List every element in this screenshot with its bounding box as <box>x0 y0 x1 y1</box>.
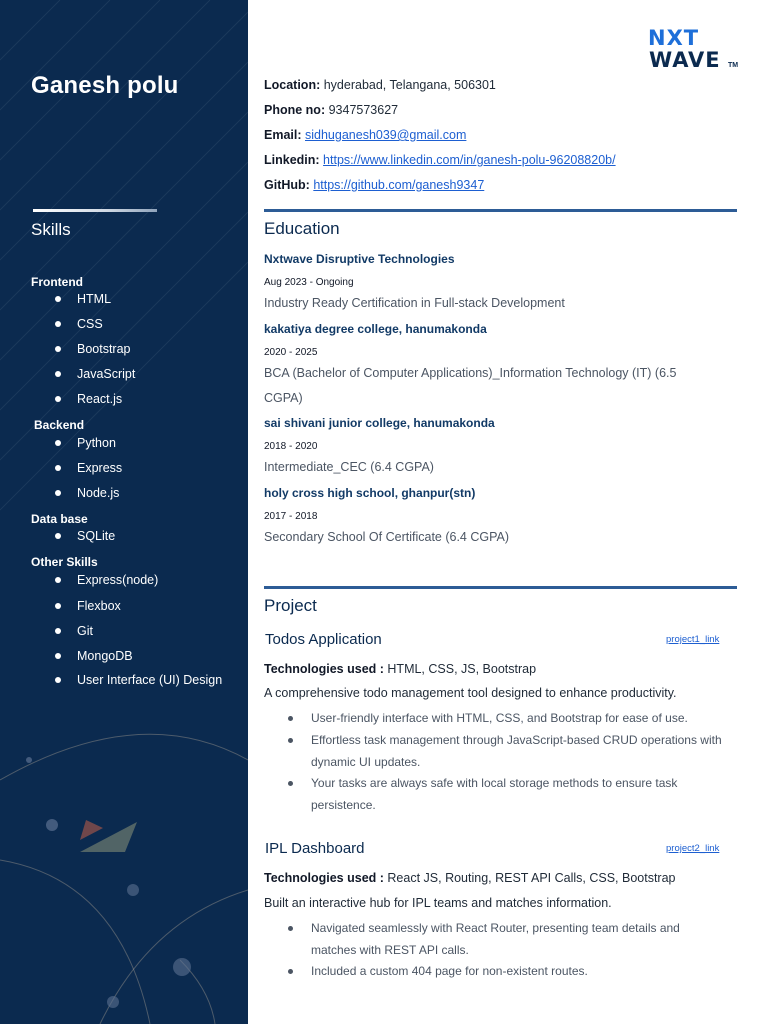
project-link[interactable]: project1_link <box>666 634 720 645</box>
skill-item: React.js <box>55 392 122 406</box>
contact-phone: Phone no: 9347573627 <box>264 103 399 117</box>
bullet-icon <box>55 628 61 634</box>
project-heading: Project <box>264 596 317 615</box>
skills-divider <box>33 209 157 212</box>
bullet-icon <box>55 396 61 402</box>
skill-item: Node.js <box>55 486 119 500</box>
skill-item: Flexbox <box>55 599 121 613</box>
education-description: Secondary School Of Certificate (6.4 CGPA) <box>264 530 510 544</box>
project-bullet: Included a custom 404 page for non-existent routes. <box>288 961 728 983</box>
bullet-icon <box>55 653 61 659</box>
bullet-icon <box>55 533 61 539</box>
education-school: kakatiya degree college, hanumakonda <box>264 322 487 336</box>
candidate-name: Ganesh polu <box>31 72 179 99</box>
contact-linkedin: Linkedin: https://www.linkedin.com/in/ganesh-polu-96208820b/ <box>264 153 616 167</box>
education-description: BCA (Bachelor of Computer Applications)_Information Technology (IT) (6.5 CGPA) <box>264 366 677 405</box>
nxtwave-logo: NXT WAVE TM <box>648 26 739 72</box>
skills-heading: Skills <box>31 220 71 239</box>
skill-group-backend: Backend <box>34 418 85 432</box>
bullet-icon <box>55 440 61 446</box>
bullet-icon <box>288 716 293 721</box>
education-description: Intermediate_CEC (6.4 CGPA) <box>264 460 434 474</box>
project-title: Todos Application <box>265 631 382 648</box>
project-bullet: User-friendly interface with HTML, CSS, and Bootstrap for ease of use. <box>288 708 728 730</box>
education-dates: 2020 - 2025 <box>264 347 318 358</box>
bullet-icon <box>288 969 293 974</box>
bullet-icon <box>55 371 61 377</box>
bullet-icon <box>55 296 61 302</box>
project-description: Built an interactive hub for IPL teams and matches information. <box>264 896 612 910</box>
bullet-icon <box>288 738 293 743</box>
bullet-icon <box>288 926 293 931</box>
project-link[interactable]: project2_link <box>666 843 720 854</box>
skill-item: SQLite <box>55 529 115 543</box>
project-bullet: Your tasks are always safe with local storage methods to ensure task persistence. <box>288 773 728 816</box>
bullet-icon <box>55 490 61 496</box>
project-bullet: Effortless task management through JavaScript-based CRUD operations with dynamic UI updates. <box>288 730 728 773</box>
bullet-icon <box>288 781 293 786</box>
education-dates: 2018 - 2020 <box>264 441 318 452</box>
skill-item: Git <box>55 624 93 638</box>
education-dates: 2017 - 2018 <box>264 511 318 522</box>
contact-email: Email: sidhuganesh039@gmail.com <box>264 128 467 142</box>
skill-group-database: Data base <box>31 512 88 526</box>
project-description: A comprehensive todo management tool designed to enhance productivity. <box>264 686 677 700</box>
project-technologies: Technologies used : React JS, Routing, REST API Calls, CSS, Bootstrap <box>264 871 676 885</box>
skill-item: MongoDB <box>55 649 133 663</box>
education-school: sai shivani junior college, hanumakonda <box>264 416 495 430</box>
education-school: holy cross high school, ghanpur(stn) <box>264 486 476 500</box>
bullet-icon <box>55 677 61 683</box>
bullet-icon <box>55 577 61 583</box>
project-title: IPL Dashboard <box>265 840 365 857</box>
education-divider <box>264 209 737 212</box>
skill-item: JavaScript <box>55 367 135 381</box>
education-heading: Education <box>264 219 340 238</box>
education-description: Industry Ready Certification in Full-stack Development <box>264 296 565 310</box>
skill-item: Express(node) <box>55 573 158 587</box>
skill-item: Express <box>55 461 122 475</box>
bullet-icon <box>55 465 61 471</box>
skill-item: Python <box>55 436 116 450</box>
contact-location: Location: hyderabad, Telangana, 506301 <box>264 78 496 92</box>
contact-github: GitHub: https://github.com/ganesh9347 <box>264 178 485 192</box>
skill-item: CSS <box>55 317 103 331</box>
project-divider <box>264 586 737 589</box>
bullet-icon <box>55 346 61 352</box>
skill-item: Bootstrap <box>55 342 131 356</box>
skill-item: User Interface (UI) Design <box>55 673 222 687</box>
project-technologies: Technologies used : HTML, CSS, JS, Bootstrap <box>264 662 537 676</box>
education-dates: Aug 2023 - Ongoing <box>264 277 354 288</box>
bullet-icon <box>55 603 61 609</box>
skill-group-other: Other Skills <box>31 555 98 569</box>
email-link[interactable]: sidhuganesh039@gmail.com <box>305 128 467 142</box>
bullet-icon <box>55 321 61 327</box>
github-link[interactable]: https://github.com/ganesh9347 <box>313 178 485 192</box>
sidebar <box>0 0 248 1024</box>
skill-group-frontend: Frontend <box>31 275 83 289</box>
education-school: Nxtwave Disruptive Technologies <box>264 252 455 266</box>
project-bullet: Navigated seamlessly with React Router, presenting team details and matches with REST API calls. <box>288 918 728 961</box>
linkedin-link[interactable]: https://www.linkedin.com/in/ganesh-polu-96208820b/ <box>323 153 616 167</box>
skill-item: HTML <box>55 292 111 306</box>
